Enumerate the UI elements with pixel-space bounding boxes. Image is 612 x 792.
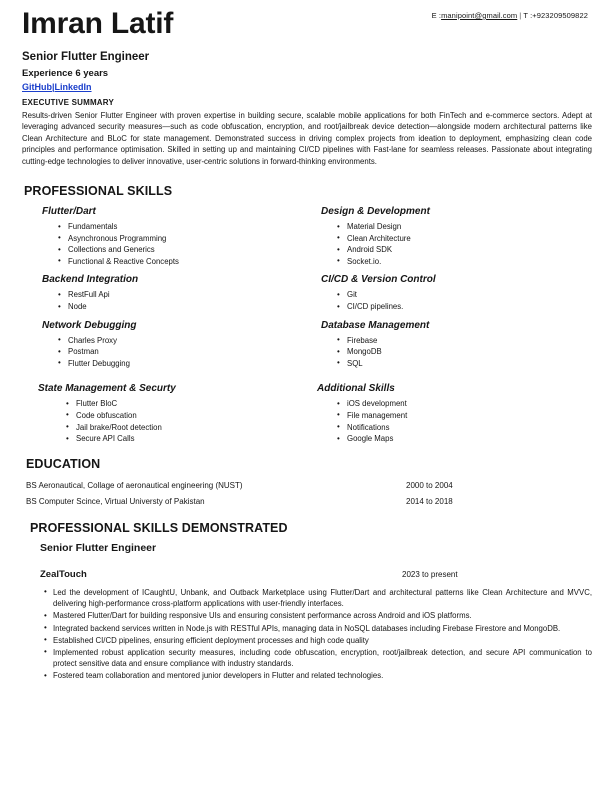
skill-item: • Asynchronous Programming — [58, 233, 307, 245]
profile-links — [22, 81, 592, 94]
section-title-education: EDUCATION — [26, 456, 101, 471]
skill-list — [42, 289, 307, 312]
skill-group-title: CI/CD & Version Control — [321, 274, 436, 286]
github-link[interactable]: GitHub — [22, 82, 52, 92]
skill-list — [321, 289, 592, 312]
experience-duty-item: • Mastered Flutter/Dart for building responsive UIs and ensuring consistent performance across Android and iOS platforms. — [44, 610, 592, 622]
skill-group-flutter-dart — [42, 205, 307, 267]
phone-value: +923209509822 — [532, 11, 588, 20]
skill-item: • Clean Architecture — [337, 233, 592, 245]
resume-header — [22, 6, 592, 48]
skill-item: • Socket.io. — [337, 256, 592, 268]
skill-group-additional-skills — [317, 382, 592, 444]
job-subtitle: Senior Flutter Engineer — [22, 51, 150, 63]
skill-item: • CI/CD pipelines. — [337, 301, 592, 313]
experience-company-name: ZealTouch — [40, 568, 87, 580]
experience-duty-item: • Fostered team collaboration and mentored junior developers in Flutter and related technologies. — [44, 670, 592, 682]
skills-grid — [22, 205, 592, 445]
skill-item: • RestFull Api — [58, 289, 307, 301]
experience-duty-item: • Integrated backend services written in Node.js with RESTful APIs, managing data in NoSQL databases including Firebase Firestore and MongoDB. — [44, 623, 592, 635]
skill-list — [321, 221, 592, 267]
skill-group-title: Additional Skills — [317, 383, 395, 395]
skill-item: • Google Maps — [337, 433, 592, 445]
skill-list — [42, 335, 307, 370]
skill-item: • Functional & Reactive Concepts — [58, 256, 307, 268]
skill-group-design-development — [321, 205, 592, 267]
skill-group-state-management-security — [38, 382, 307, 444]
skill-item: • MongoDB — [337, 346, 592, 358]
skills-column-right — [307, 205, 592, 445]
contact-info — [432, 11, 588, 20]
executive-summary-text: Results-driven Senior Flutter Engineer with proven expertise in building secure, scalable mobile applications for both FinTech and e-commerce sectors. Adept at leveraging advanced security measures—such as code obfuscation, encryption, and root/jailbreak device detection—alongside modern architectural patterns like Clean Architecture and BLoC for state management. Demonstrated success in driving complex projects from ideation to deployment, emphasizing clean code principles and performance optimisation. Skilled in setting up and maintaining CI/CD pipelines with Fast-lane for seamless releases. Passionate about integrating cutting-edge technologies to deliver innovative, user-centric solutions in forward-thinking environments. — [22, 111, 592, 166]
skill-item: • Code obfuscation — [66, 410, 307, 422]
skill-item: • SQL — [337, 358, 592, 370]
experience-duty-list — [22, 587, 592, 682]
skill-item: • Flutter BloC — [66, 398, 307, 410]
skill-list — [321, 335, 592, 370]
education-list — [22, 479, 592, 508]
skills-column-left — [22, 205, 307, 445]
skill-list — [42, 221, 307, 267]
contact-separator: | — [519, 11, 522, 20]
experience-years: Experience 6 years — [22, 68, 109, 79]
candidate-name: Imran Latif — [22, 7, 174, 40]
skill-group-title: Flutter/Dart — [42, 206, 96, 218]
education-row — [26, 479, 592, 492]
skill-item: • Node — [58, 301, 307, 313]
skill-item: • Fundamentals — [58, 221, 307, 233]
skill-item: • Postman — [58, 346, 307, 358]
skill-list — [42, 398, 307, 444]
skill-item: • Notifications — [337, 422, 592, 434]
skill-list — [321, 398, 592, 444]
executive-summary-label: EXECUTIVE SUMMARY — [22, 98, 115, 107]
skill-item: • Secure API Calls — [66, 433, 307, 445]
email-value[interactable]: manipoint@gmail.com — [441, 11, 518, 20]
skill-group-title: State Management & Securty — [38, 383, 176, 395]
education-date: 2000 to 2004 — [406, 480, 453, 490]
link-separator: | — [52, 82, 55, 92]
section-title-professional-skills-demonstrated: PROFESSIONAL SKILLS DEMONSTRATED — [30, 520, 288, 535]
linkedin-link[interactable]: LinkedIn — [54, 82, 92, 92]
skill-item: • Git — [337, 289, 592, 301]
skill-item: • Material Design — [337, 221, 592, 233]
skill-group-title: Network Debugging — [42, 319, 137, 331]
skill-item: • Jail brake/Root detection — [66, 422, 307, 434]
experience-job-title: Senior Flutter Engineer — [40, 541, 157, 554]
skill-item: • Collections and Generics — [58, 244, 307, 256]
email-label: E : — [431, 11, 442, 20]
skill-item: • Android SDK — [337, 244, 592, 256]
skill-group-network-debugging — [42, 319, 307, 370]
skill-group-title: Database Management — [321, 319, 430, 331]
skill-item: • Charles Proxy — [58, 335, 307, 347]
experience-duty-item: • Implemented robust application security measures, including code obfuscation, encryption, root/jailbreak detection, and secure API communication to protect sensitive data and ensure compliance with industry standards. — [44, 647, 592, 670]
phone-label: T : — [523, 11, 533, 20]
skill-item: • iOS development — [337, 398, 592, 410]
education-degree: BS Aeronautical, Collage of aeronautical engineering (NUST) — [26, 480, 243, 490]
skill-group-backend-integration — [42, 273, 307, 312]
experience-duty-item: • Established CI/CD pipelines, ensuring efficient deployment processes and high code quality — [44, 635, 592, 647]
education-degree: BS Computer Scince, Virtual Universty of Pakistan — [26, 496, 205, 506]
skill-group-title: Design & Development — [321, 206, 430, 218]
experience-company-row — [40, 568, 592, 582]
experience-duty-item: • Led the development of ICaughtU, Unbank, and Outback Marketplace using Flutter/Dart and architectural patterns like Clean Architecture and MVVC, delivering high-performance cross-platform applications with user-friendly interfaces. — [44, 587, 592, 610]
skill-item: • Flutter Debugging — [58, 358, 307, 370]
section-title-professional-skills: PROFESSIONAL SKILLS — [24, 184, 173, 199]
education-row — [26, 495, 592, 508]
skill-item: • Firebase — [337, 335, 592, 347]
skill-item: • File management — [337, 410, 592, 422]
education-date: 2014 to 2018 — [406, 496, 453, 506]
experience-company-date: 2023 to present — [402, 569, 458, 579]
skill-group-title: Backend Integration — [42, 274, 139, 286]
skill-group-database-management — [321, 319, 592, 370]
skill-group-cicd-version-control — [321, 273, 592, 312]
